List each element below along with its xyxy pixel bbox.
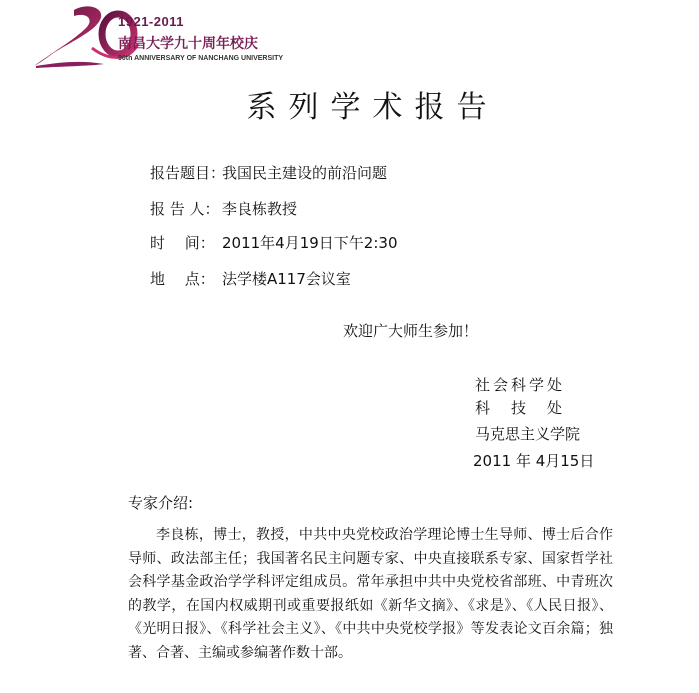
info-row-location — [150, 268, 351, 289]
expert-heading: 专家介绍: — [128, 494, 194, 512]
logo-english-subtitle: 90th ANNIVERSARY OF NANCHANG UNIVERSITY — [118, 55, 284, 62]
info-value: 李良栋教授 — [222, 200, 298, 218]
logo-university-name: 南昌大学九十周年校庆 — [118, 36, 258, 52]
info-value: 法学楼A117会议室 — [222, 270, 351, 288]
organizer-social-science: 社会科学处 — [475, 376, 566, 394]
info-value: 我国民主建设的前沿问题 — [222, 164, 388, 182]
info-label: 时 间： — [150, 234, 215, 252]
info-label: 报告题目： — [150, 164, 226, 182]
info-row-time — [150, 232, 398, 253]
info-label: 地 点： — [150, 270, 215, 288]
expert-bio: 李良栋，博士，教授，中共中央党校政治学理论博士生导师、博士后合作导师、政法部主任；我国著名民主问题专家、中央直接联系专家、国家哲学社会科学基金政治学学科评定组成员。常年承担中共中央党校省部班、中青班次的教学，在国内权威期刊或重要报纸如《新华文摘》、《求是》、《人民日报》、《光明日报》、《科学社会主义》、《中共中央党校学报》等发表论文百余篇；独著、合著、主编或参编著作数十部。 — [128, 527, 613, 661]
logo-years: 1921-2011 — [118, 14, 184, 29]
page-title: 系列学术报告 — [246, 90, 499, 125]
info-label: 报 告 人： — [150, 200, 220, 218]
welcome-text: 欢迎广大师生参加！ — [343, 322, 479, 340]
issue-date: 2011 年 4月15日 — [473, 452, 595, 470]
info-row-speaker — [150, 198, 297, 219]
organizer-marxism-school: 马克思主义学院 — [475, 425, 581, 443]
info-value: 2011年4月19日下午2:30 — [222, 234, 398, 252]
info-row-topic — [150, 162, 387, 183]
organizer-science-tech: 科技处 — [475, 399, 584, 417]
